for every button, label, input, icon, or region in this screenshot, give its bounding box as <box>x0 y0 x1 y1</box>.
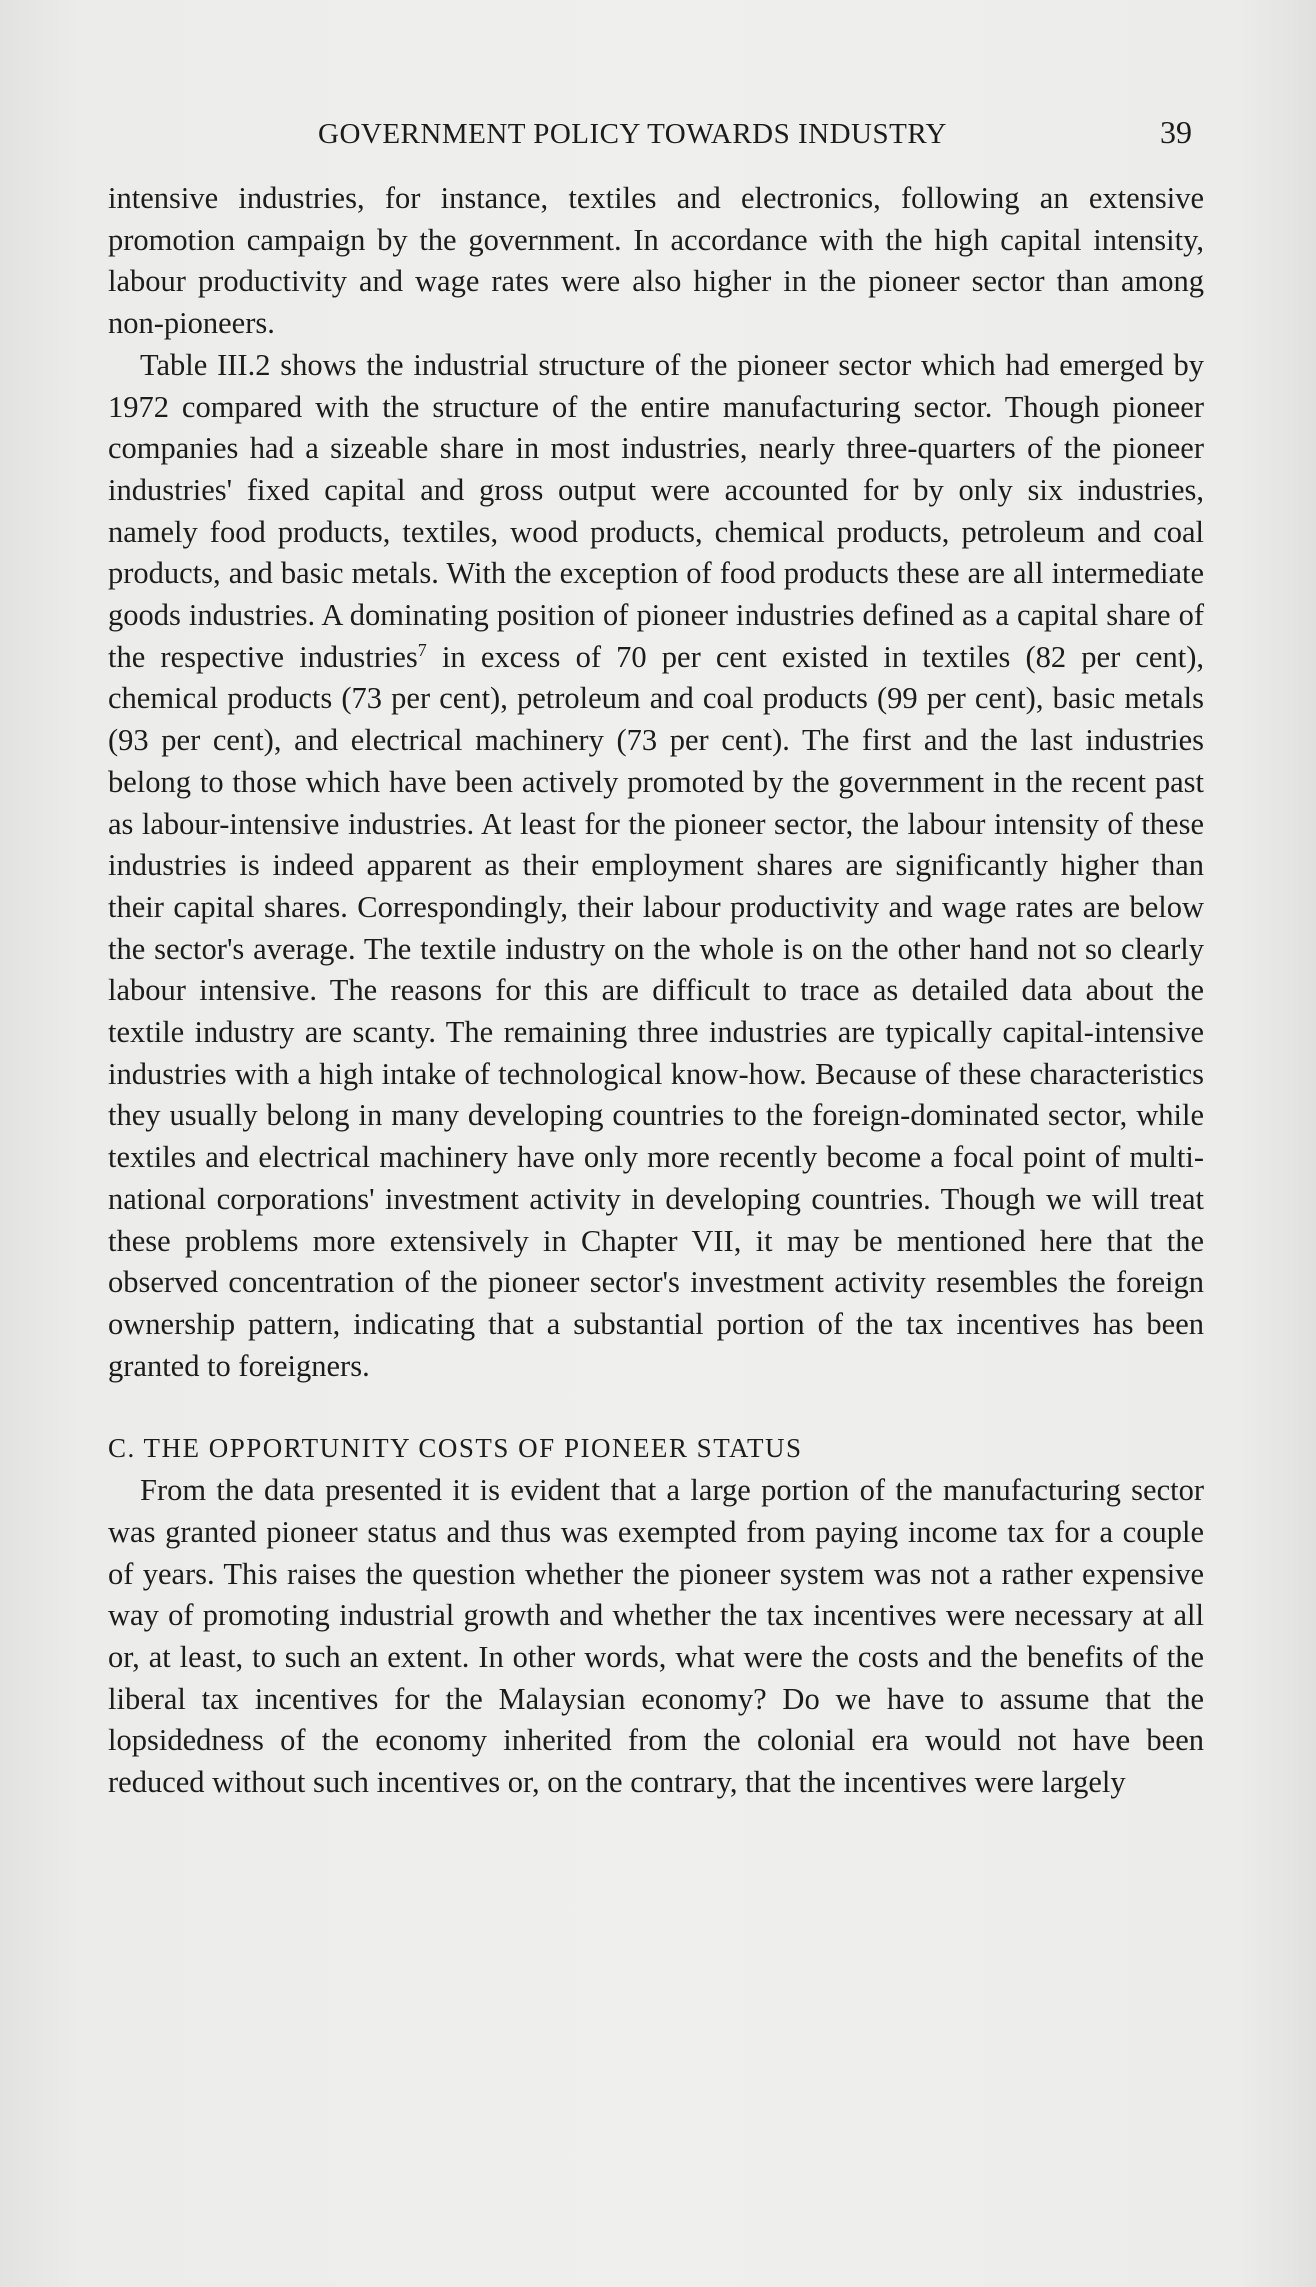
paragraph-opportunity-costs: From the data presented it is evident that a large portion of the manufacturing sector was granted pioneer status and thus was exempted from paying income tax for a couple of years. This raises the question whether the pioneer system was not a rather expensive way of promoting industrial growth and whether the tax incentives were necessary at all or, at least, to such an extent. In other words, what were the costs and the benefits of the liberal tax incentives for the Malaysian economy? Do we have to assume that the lopsidedness of the economy inherited from the colonial era would not have been reduced without such incentives or, on the contrary, that the incentives were largely <box>108 1473 1204 1800</box>
paragraph-text: Table III.2 shows the industrial structure of the pioneer sector which had emerged by 1972 compared with the structure of the entire manufacturing sector. Though pioneer companies had a sizeable share in most industries, nearly three-quarters of the pioneer industries' fixed capital and gross output were accounted for by only six industries, namely food products, textiles, wood products, chemical products, petroleum and coal products, and basic metals. With the exception of food products these are all intermediate goods industries. A dominating position of pioneer industries defined as a capital share of the respective industries <box>108 347 1204 674</box>
paragraph-text: in excess of 70 per cent existed in textiles (82 per cent), chemical products (73 per cent), petroleum and coal products (99 per cent), basic metals (93 per cent), and electrical machinery (73 per cent). The first and the last industries belong to those which have been actively promoted by the government in the recent past as labour-intensive industries. At least for the pioneer sector, the labour intensity of these industries is indeed apparent as their employment shares are significantly higher than their capital shares. Correspondingly, their labour productivity and wage rates are below the sector's average. The textile industry on the whole is on the other hand not so clearly labour intensive. The reasons for this are difficult to trace as detailed data about the textile industry are scanty. The remaining three industries are typically capital-intensive industries with a high intake of technological know-how. Because of these characteristics they usually belong in many developing countries to the foreign-dominated sector, while textiles and electrical machinery have only more recently become a focal point of multi-national corporations' investment activity in developing countries. Though we will treat these problems more extensively in Chapter VII, it may be mentioned here that the observed concentration of the pioneer sector's investment activity resembles the foreign ownership pattern, indicating that a substantial portion of the tax incentives has been granted to foreigners. <box>108 639 1204 1383</box>
body-text <box>108 178 1204 1804</box>
page-header <box>0 114 1316 158</box>
footnote-reference: 7 <box>417 639 427 660</box>
section-heading: C. THE OPPORTUNITY COSTS OF PIONEER STATUS <box>108 1433 803 1464</box>
paragraph-continuation: intensive industries, for instance, textiles and electronics, following an extensive promotion campaign by the government. In accordance with the high capital intensity, labour productivity and wage rates were also higher in the pioneer sector than among non-pioneers. <box>108 181 1204 341</box>
running-head: GOVERNMENT POLICY TOWARDS INDUSTRY <box>318 118 948 150</box>
page-number: 39 <box>1160 114 1192 150</box>
paragraph-table-discussion <box>108 345 1204 1388</box>
